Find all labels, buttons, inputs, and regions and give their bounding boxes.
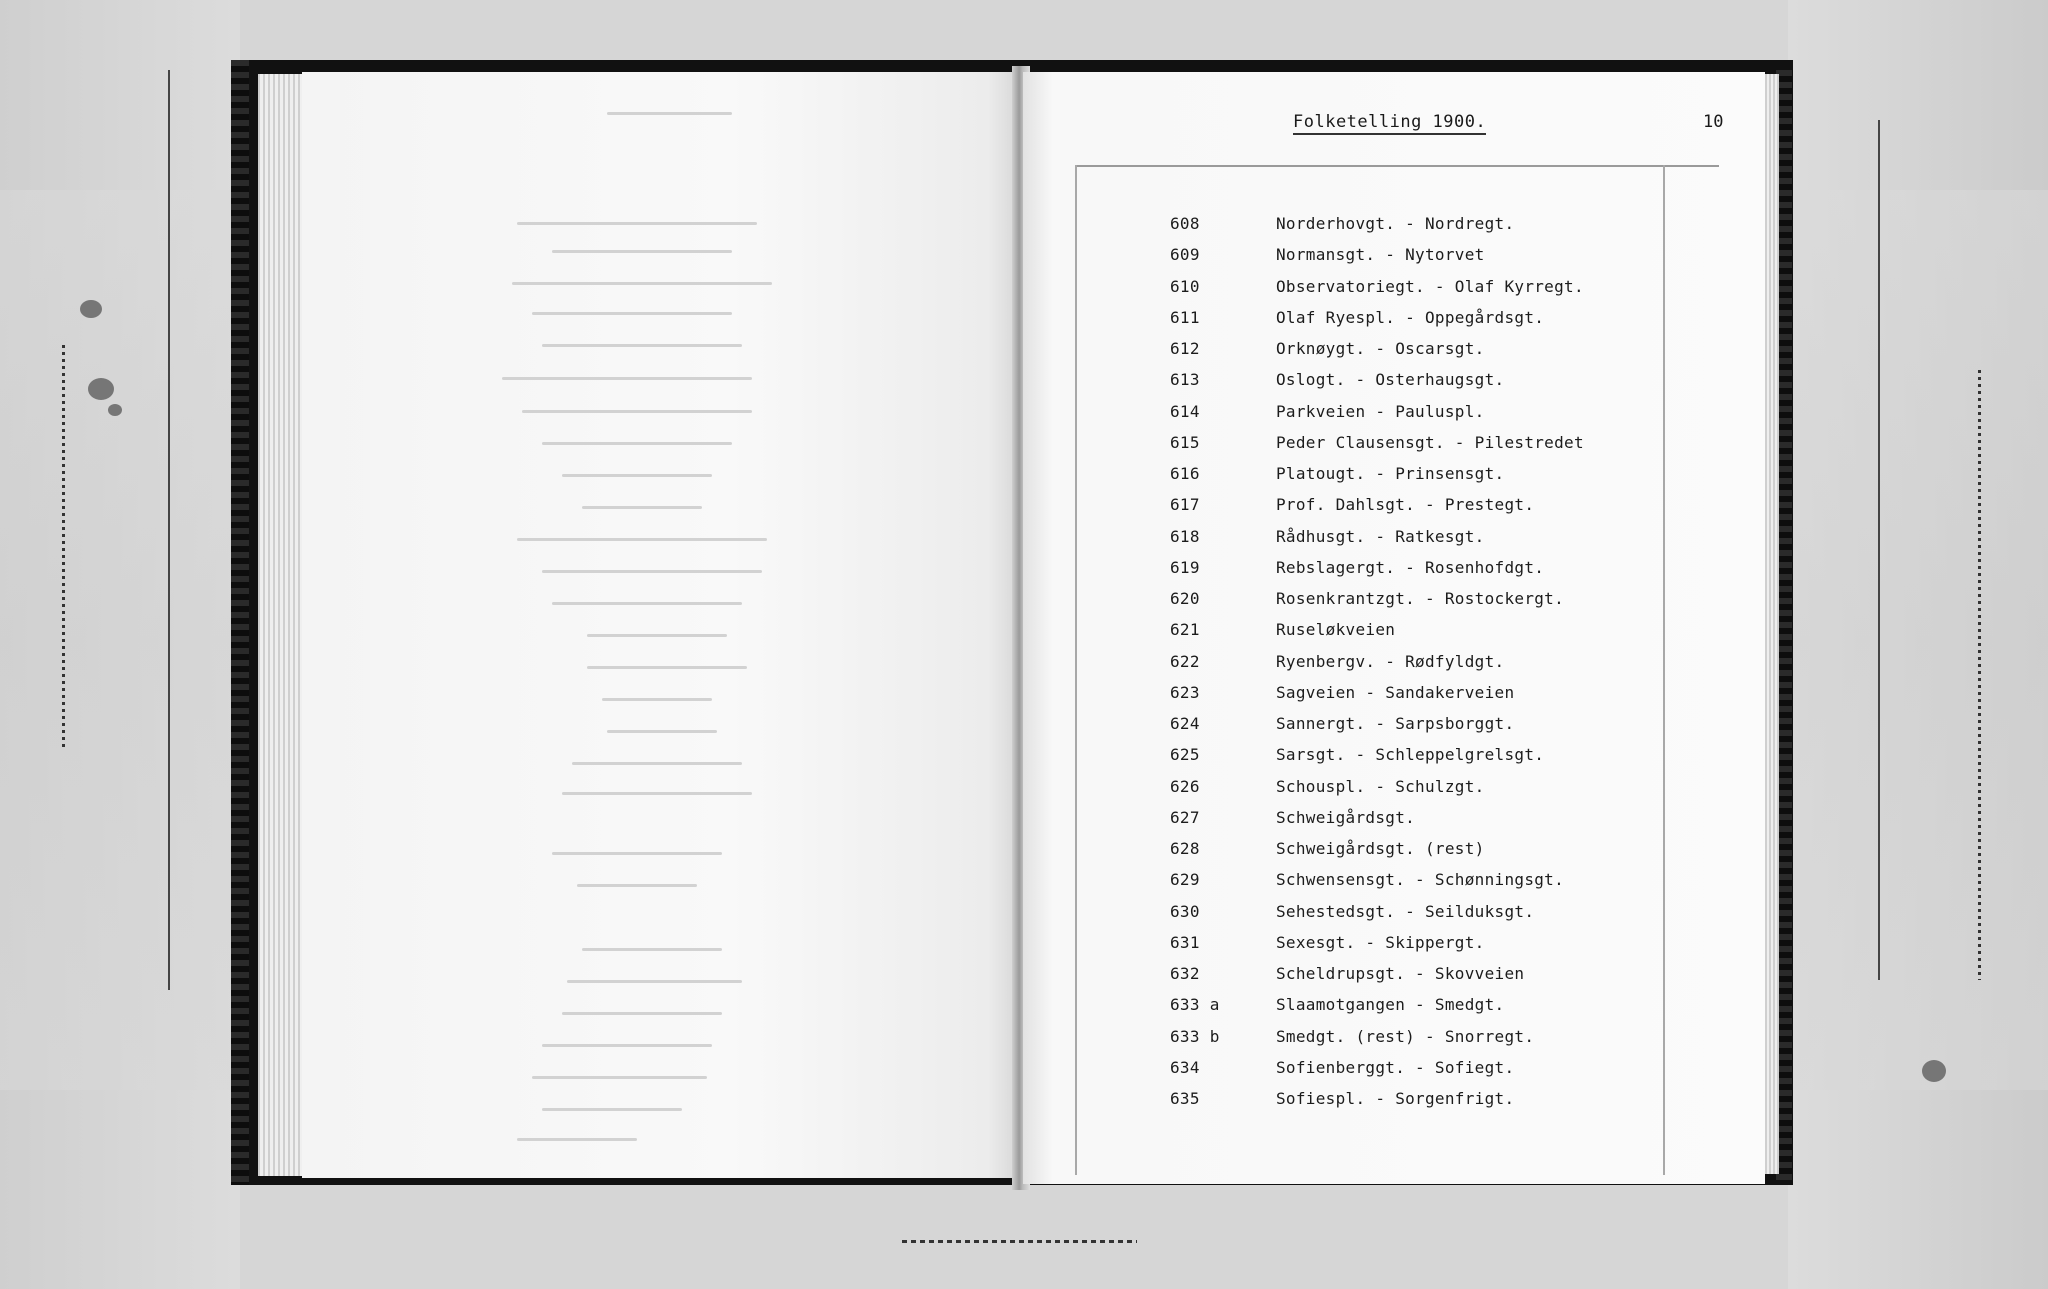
bleed-through-text [567, 980, 742, 983]
list-item [1170, 302, 1730, 333]
row-number: 624 [1170, 714, 1200, 734]
row-number: 612 [1170, 339, 1200, 359]
row-number: 618 [1170, 526, 1200, 546]
street-names: Oslogt. - Osterhaugsgt. [1276, 370, 1505, 390]
row-number: 614 [1170, 401, 1200, 421]
street-names: Observatoriegt. - Olaf Kyrregt. [1276, 276, 1584, 296]
bleed-through-text [587, 666, 747, 669]
row-number: 619 [1170, 557, 1200, 577]
bleed-through-text [582, 948, 722, 951]
row-number: 616 [1170, 464, 1200, 484]
row-number: 622 [1170, 651, 1200, 671]
bleed-through-text [542, 344, 742, 347]
bleed-through-text [562, 1012, 722, 1015]
street-names: Scheldrupsgt. - Skovveien [1276, 964, 1525, 984]
row-number: 629 [1170, 870, 1200, 890]
street-names: Rådhusgt. - Ratkesgt. [1276, 526, 1485, 546]
street-names: Peder Clausensgt. - Pilestredet [1276, 432, 1584, 452]
street-names: Sexesgt. - Skippergt. [1276, 932, 1485, 952]
row-number: 608 [1170, 214, 1200, 234]
row-number: 620 [1170, 589, 1200, 609]
row-number: 623 [1170, 682, 1200, 702]
bleed-through-text [517, 1138, 637, 1141]
row-number: 611 [1170, 307, 1200, 327]
ruled-line-top [1075, 165, 1719, 167]
list-item [1170, 1052, 1730, 1083]
street-names: Schweigårdsgt. (rest) [1276, 839, 1485, 859]
street-names: Olaf Ryespl. - Oppegårdsgt. [1276, 307, 1545, 327]
street-names: Sannergt. - Sarpsborggt. [1276, 714, 1515, 734]
bleed-through-text [542, 570, 762, 573]
street-names: Sofienberggt. - Sofiegt. [1276, 1057, 1515, 1077]
row-number: 633 a [1170, 995, 1220, 1015]
list-item [1170, 489, 1730, 520]
street-names: Sagveien - Sandakerveien [1276, 682, 1515, 702]
street-names: Rosenkrantzgt. - Rostockergt. [1276, 589, 1565, 609]
bleed-through-text [562, 792, 752, 795]
row-number: 615 [1170, 432, 1200, 452]
street-names: Parkveien - Pauluspl. [1276, 401, 1485, 421]
list-item [1170, 552, 1730, 583]
bleed-through-text [552, 852, 722, 855]
ink-stain [1922, 1060, 1946, 1082]
row-number: 632 [1170, 964, 1200, 984]
street-names: Ryenbergv. - Rødfyldgt. [1276, 651, 1505, 671]
street-names: Prof. Dahlsgt. - Prestegt. [1276, 495, 1535, 515]
scan-edge-line-right [1878, 120, 1880, 980]
list-item [1170, 739, 1730, 770]
street-names: Sehestedsgt. - Seilduksgt. [1276, 901, 1535, 921]
book-cover-edge-left [231, 60, 249, 1185]
street-list [1170, 208, 1730, 1114]
row-number: 625 [1170, 745, 1200, 765]
street-names: Schweigårdsgt. [1276, 807, 1416, 827]
list-item [1170, 1021, 1730, 1052]
street-names: Slaamotgangen - Smedgt. [1276, 995, 1505, 1015]
bleed-through-text [607, 730, 717, 733]
row-number: 609 [1170, 245, 1200, 265]
bleed-through-text [502, 377, 752, 380]
list-item [1170, 708, 1730, 739]
row-number: 628 [1170, 839, 1200, 859]
bleed-through-text [552, 250, 732, 253]
list-item [1170, 646, 1730, 677]
list-item [1170, 989, 1730, 1020]
street-names: Platougt. - Prinsensgt. [1276, 464, 1505, 484]
row-number: 613 [1170, 370, 1200, 390]
list-item [1170, 521, 1730, 552]
ink-stain [108, 404, 122, 416]
street-names: Norderhovgt. - Nordregt. [1276, 214, 1515, 234]
row-number: 610 [1170, 276, 1200, 296]
ruled-line-left [1075, 165, 1077, 1175]
bleed-through-text [512, 282, 772, 285]
bleed-through-text [517, 222, 757, 225]
scan-edge-line-left [168, 70, 170, 990]
bleed-through-text [517, 538, 767, 541]
ink-stain [88, 378, 114, 400]
list-item [1170, 927, 1730, 958]
bleed-through-text [602, 698, 712, 701]
row-number: 617 [1170, 495, 1200, 515]
bleed-through-text [522, 410, 752, 413]
list-item [1170, 458, 1730, 489]
list-item [1170, 427, 1730, 458]
row-number: 626 [1170, 776, 1200, 796]
list-item [1170, 364, 1730, 395]
list-item [1170, 833, 1730, 864]
list-item [1170, 958, 1730, 989]
bleed-through-text [587, 634, 727, 637]
row-number: 630 [1170, 901, 1200, 921]
row-number: 635 [1170, 1089, 1200, 1109]
page-number: 10 [1703, 112, 1724, 132]
list-item [1170, 677, 1730, 708]
list-item [1170, 864, 1730, 895]
row-number: 627 [1170, 807, 1200, 827]
street-names: Smedgt. (rest) - Snorregt. [1276, 1026, 1535, 1046]
left-page [302, 72, 1017, 1178]
street-names: Schouspl. - Schulzgt. [1276, 776, 1485, 796]
scan-edge-mark-right [1978, 370, 1981, 980]
list-item [1170, 271, 1730, 302]
bleed-through-text [532, 1076, 707, 1079]
row-number: 631 [1170, 932, 1200, 952]
street-names: Orknøygt. - Oscarsgt. [1276, 339, 1485, 359]
list-item [1170, 1083, 1730, 1114]
list-item [1170, 239, 1730, 270]
list-item [1170, 396, 1730, 427]
street-names: Sofiespl. - Sorgenfrigt. [1276, 1089, 1515, 1109]
scan-edge-mark-left [62, 345, 65, 750]
street-names: Ruseløkveien [1276, 620, 1396, 640]
list-item [1170, 771, 1730, 802]
bleed-through-text [532, 312, 732, 315]
bleed-through-text [572, 762, 742, 765]
street-names: Schwensensgt. - Schønningsgt. [1276, 870, 1565, 890]
street-names: Sarsgt. - Schleppelgrelsgt. [1276, 745, 1545, 765]
list-item [1170, 583, 1730, 614]
list-item [1170, 614, 1730, 645]
bleed-through-text [542, 1044, 712, 1047]
bleed-through-text [542, 442, 732, 445]
page-stack-right [1765, 74, 1779, 1174]
list-item [1170, 208, 1730, 239]
bleed-through-text [607, 112, 732, 115]
list-item [1170, 802, 1730, 833]
street-names: Rebslagergt. - Rosenhofdgt. [1276, 557, 1545, 577]
row-number: 634 [1170, 1057, 1200, 1077]
bleed-through-text [552, 602, 742, 605]
row-number: 621 [1170, 620, 1200, 640]
page-stack-left [258, 74, 304, 1176]
row-number: 633 b [1170, 1026, 1220, 1046]
bleed-through-text [562, 474, 712, 477]
bleed-through-text [542, 1108, 682, 1111]
list-item [1170, 896, 1730, 927]
ink-stain [80, 300, 102, 318]
bleed-through-text [582, 506, 702, 509]
scan-bottom-mark [902, 1240, 1137, 1243]
page-title: Folketelling 1900. [1293, 112, 1486, 135]
list-item [1170, 333, 1730, 364]
street-names: Normansgt. - Nytorvet [1276, 245, 1485, 265]
bleed-through-text [577, 884, 697, 887]
